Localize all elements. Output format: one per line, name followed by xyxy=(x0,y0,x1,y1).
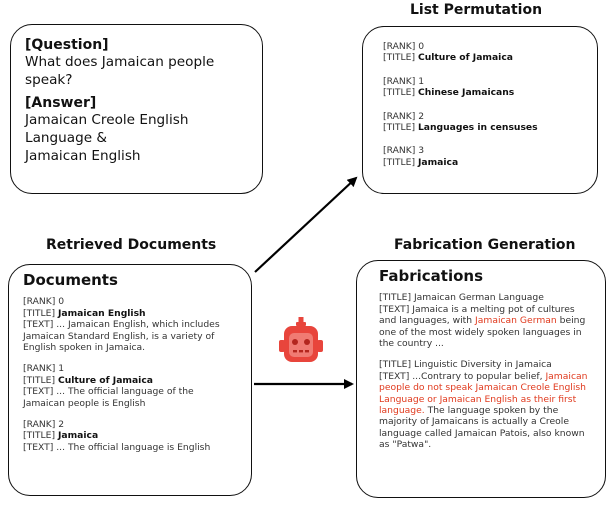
arrow-documents-to-permutation xyxy=(255,178,356,272)
fabrication-text-after: being one of the most widely spoken languages in the country ... xyxy=(379,315,586,350)
fabrication-text-before: [TEXT] Jamaica is a melting pot of cultures and languages, with xyxy=(379,303,575,327)
fabrication-text-after: The language spoken by the majority of Jamaicans is actually a Creole language called Jamaican Patois, also known as "Patwa". xyxy=(379,405,585,451)
permutation-title-tag: [TITLE] xyxy=(383,156,416,168)
fabrication-generation-heading: Fabrication Generation xyxy=(394,237,576,253)
permutation-rank: [RANK] 1 xyxy=(383,75,425,87)
list-permutation-heading: List Permutation xyxy=(410,2,543,18)
answer-label: [Answer] xyxy=(25,95,97,111)
documents-title: Documents xyxy=(23,271,118,289)
permutation-rank: [RANK] 2 xyxy=(383,110,425,122)
permutation-title-tag: [TITLE] xyxy=(383,122,416,134)
document-title: Jamaica xyxy=(57,430,99,442)
document-title-tag: [TITLE] xyxy=(23,430,56,442)
document-rank: [RANK] 0 xyxy=(23,296,65,308)
permutation-title-tag: [TITLE] xyxy=(383,87,416,99)
fabrication-title-line: [TITLE] Linguistic Diversity in Jamaica xyxy=(379,359,552,371)
permutation-title: Chinese Jamaicans xyxy=(417,87,515,99)
fabrication-highlight: Jamaican German xyxy=(475,315,557,327)
permutation-rank: [RANK] 0 xyxy=(383,41,425,52)
answer-text-line2: Jamaican English xyxy=(25,148,141,164)
fabrication-text-before: [TEXT] ...Contrary to popular belief, xyxy=(379,370,546,382)
fabrications-title: Fabrications xyxy=(379,267,484,285)
question-text: What does Jamaican people speak? xyxy=(25,54,215,88)
permutation-title: Jamaica xyxy=(417,156,459,168)
document-text-tag: [TEXT] xyxy=(23,319,54,331)
document-text-tag: [TEXT] xyxy=(23,386,54,398)
question-label: [Question] xyxy=(25,37,109,53)
document-rank: [RANK] 1 xyxy=(23,363,65,375)
document-title: Jamaican English xyxy=(57,307,146,319)
document-title: Culture of Jamaica xyxy=(57,374,153,386)
permutation-title: Languages in censuses xyxy=(417,122,538,134)
document-text: ... Jamaican English, which includes Jamaican Standard English, is a variety of English spoken in Jamaica. xyxy=(23,319,220,354)
document-text: ... The official language of the Jamaican people is English xyxy=(23,386,194,409)
robot-icon xyxy=(279,317,323,365)
document-title-tag: [TITLE] xyxy=(23,307,56,319)
permutation-title-tag: [TITLE] xyxy=(383,52,416,64)
permutation-rank: [RANK] 3 xyxy=(383,145,425,157)
document-rank: [RANK] 2 xyxy=(23,419,65,431)
document-title-tag: [TITLE] xyxy=(23,374,56,386)
document-text: ... The official language is English xyxy=(53,441,211,453)
permutation-title: Culture of Jamaica xyxy=(417,52,513,64)
fabrication-highlight: Jamaican people do not speak Jamaican Creole English Language or Jamaican English as their first language. xyxy=(379,370,588,417)
document-text-tag: [TEXT] xyxy=(23,441,54,453)
answer-text-line1: Jamaican Creole English Language & xyxy=(25,112,189,146)
fabrication-title-line: [TITLE] Jamaican German Language xyxy=(379,292,544,304)
retrieved-documents-heading: Retrieved Documents xyxy=(46,237,217,253)
